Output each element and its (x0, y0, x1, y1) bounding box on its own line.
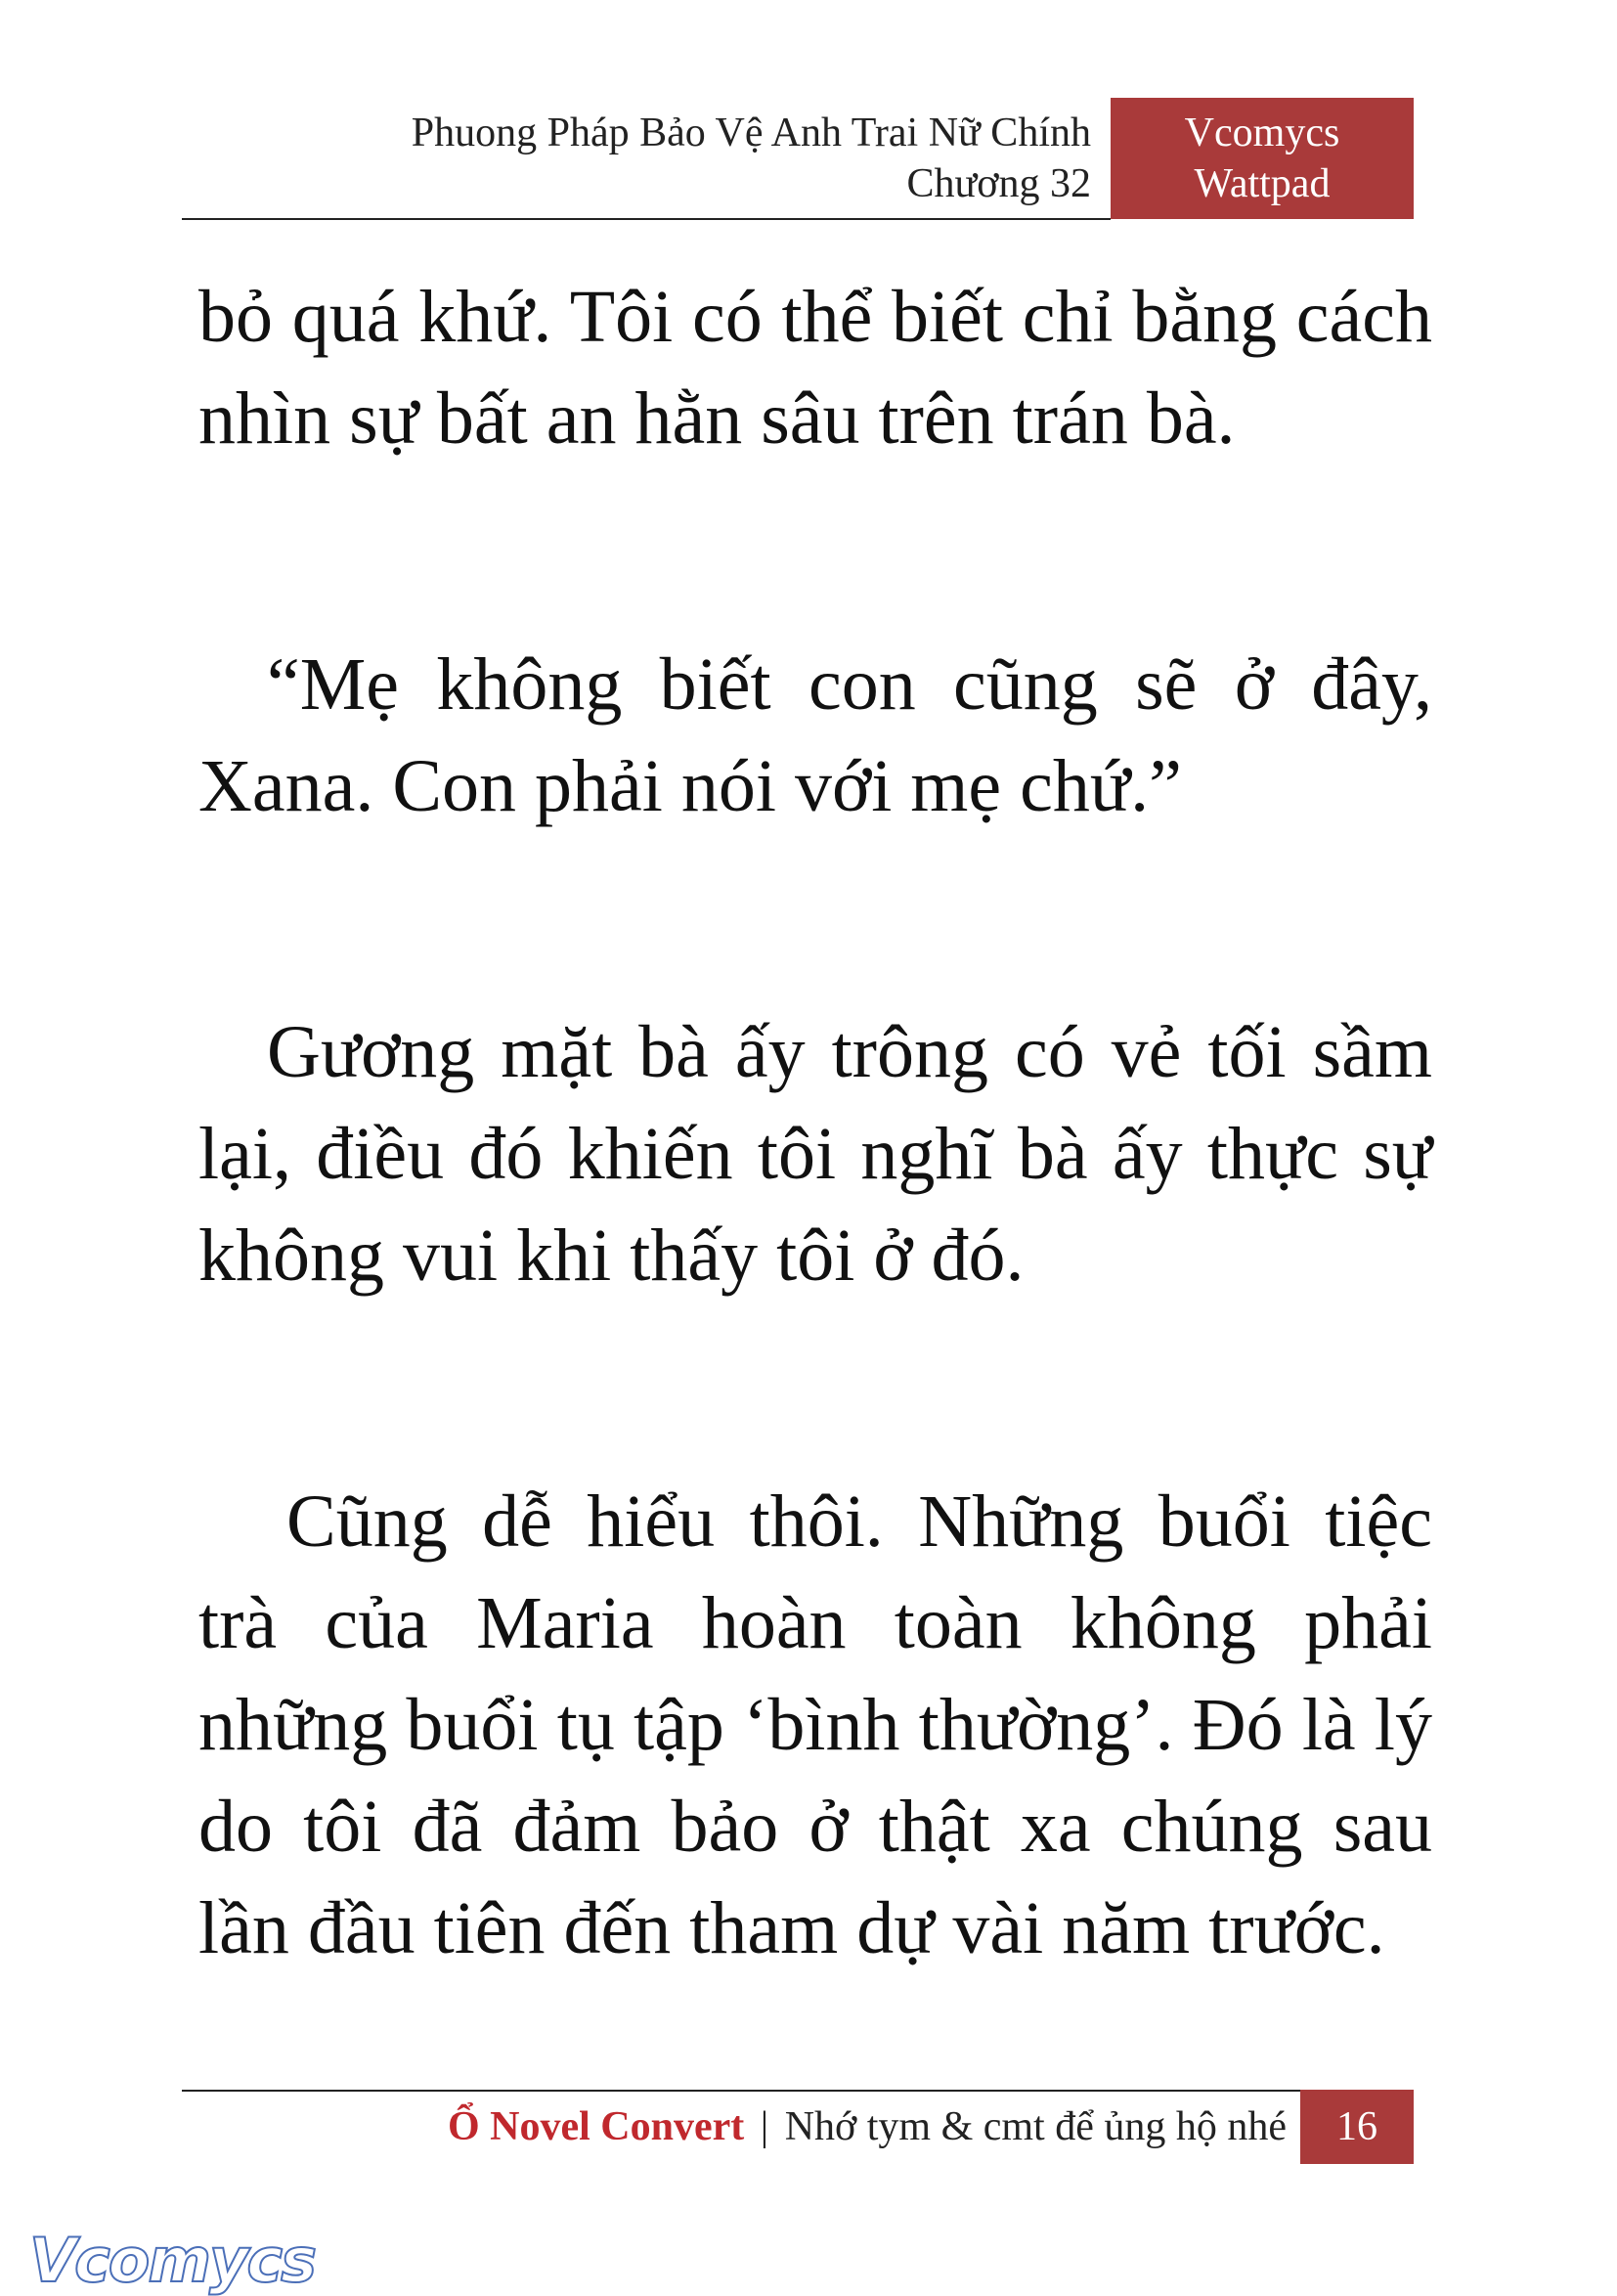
footer-separator: | (760, 2104, 769, 2149)
page-content (198, 266, 1432, 1979)
paragraph-1: bỏ quá khứ. Tôi có thể biết chỉ bằng cách nhìn sự bất an hằn sâu trên trán bà. (198, 276, 1432, 460)
page-header (182, 98, 1414, 219)
header-divider (182, 218, 1111, 220)
footer-credit (448, 2099, 1287, 2154)
page-number: 16 (1300, 2090, 1414, 2164)
source-badge-line2: Wattpad (1194, 161, 1331, 206)
footer-divider (182, 2090, 1300, 2092)
paragraph-3: Gương mặt bà ấy trông có vẻ tối sầm lại, điều đó khiến tôi nghĩ bà ấy thực sự không vui khi thấy tôi ở đó. (198, 1011, 1432, 1297)
footer-brand: Ổ Novel Convert (447, 2104, 745, 2149)
vcomycs-logo: Vcomycs (29, 2225, 316, 2296)
header-title-block (412, 108, 1091, 209)
source-badge (1111, 98, 1414, 219)
source-badge-line1: Vcomycs (1184, 110, 1340, 155)
paragraph-2: “Mẹ không biết con cũng sẽ ở đây, Xana. Con phải nói với mẹ chứ.” (198, 643, 1432, 827)
footer-message: Nhớ tym & cmt để ủng hộ nhé (784, 2104, 1287, 2149)
page-footer (182, 2090, 1414, 2164)
paragraph-4: Cũng dễ hiểu thôi. Những buổi tiệc trà của Maria hoàn toàn không phải những buổi tụ tập ‘bình thường’. Đó là lý do tôi đã đảm bảo ở thật xa chúng sau lần đầu tiên đến tham dự vài năm trước. (198, 1480, 1432, 1969)
chapter-label: Chương 32 (906, 161, 1091, 206)
book-title: Phuong Pháp Bảo Vệ Anh Trai Nữ Chính (411, 110, 1091, 155)
